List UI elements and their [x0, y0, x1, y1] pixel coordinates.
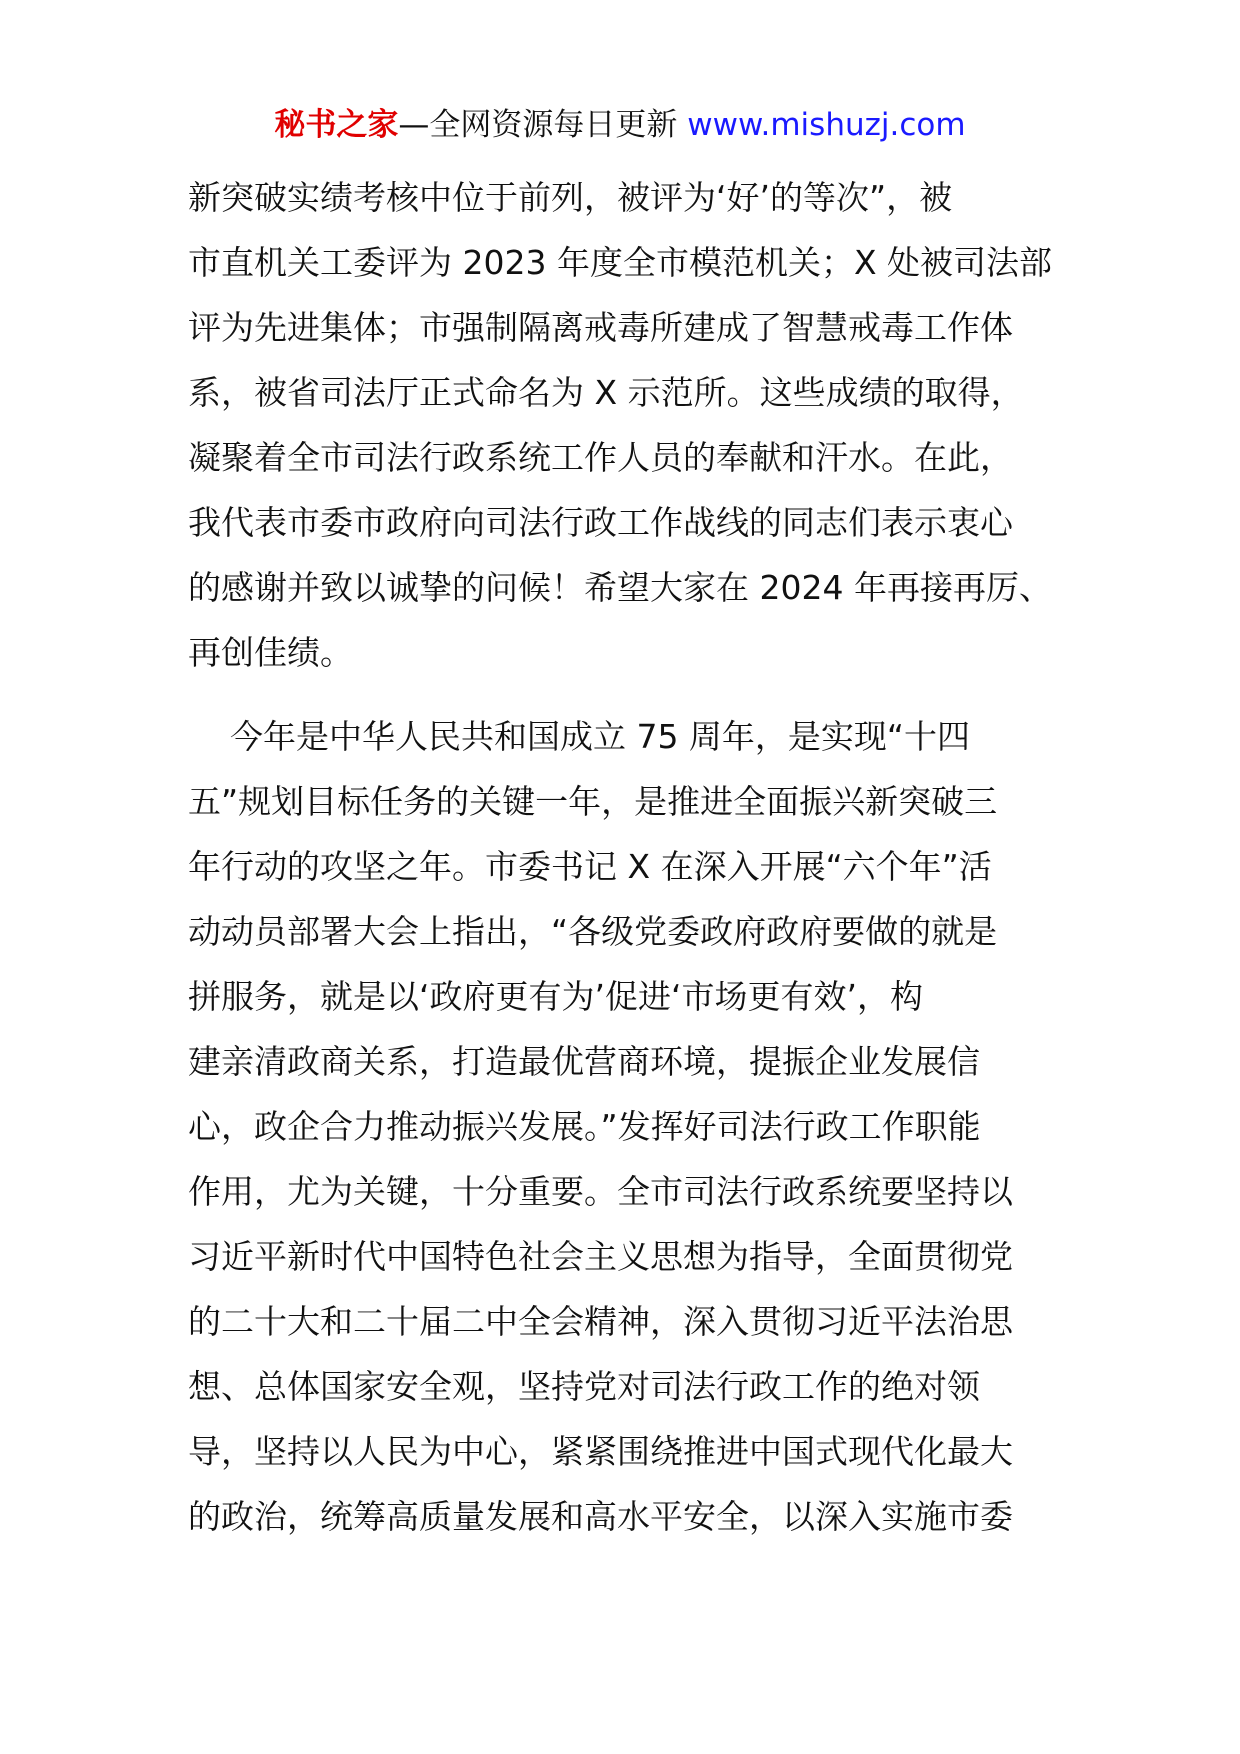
header-url-link[interactable]: www.mishuzj.com	[687, 107, 966, 143]
text-line: 系，被省司法厅正式命名为 X 示范所。这些成绩的取得，	[188, 373, 1024, 412]
text-line: 的二十大和二十届二中全会精神，深入贯彻习近平法治思	[188, 1302, 1013, 1341]
text-line: 年行动的攻坚之年。市委书记 X 在深入开展“六个年”活	[188, 847, 992, 886]
text-line: 评为先进集体；市强制隔离戒毒所建成了智慧戒毒工作体	[188, 308, 1013, 347]
text-line: 动动员部署大会上指出，“各级党委政府政府要做的就是	[188, 912, 998, 951]
text-line: 导，坚持以人民为中心，紧紧围绕推进中国式现代化最大	[188, 1432, 1013, 1471]
text-line: 今年是中华人民共和国成立 75 周年，是实现“十四	[188, 717, 971, 756]
text-line: 的政治，统筹高质量发展和高水平安全，以深入实施市委	[188, 1497, 1013, 1536]
text-line: 的感谢并致以诚挚的问候！希望大家在 2024 年再接再厉、	[188, 568, 1052, 607]
paragraph-1	[188, 165, 1058, 685]
page-header	[0, 100, 1240, 150]
text-line: 市直机关工委评为 2023 年度全市模范机关；X 处被司法部	[188, 243, 1053, 282]
document-body	[188, 165, 1058, 1549]
text-line: 五”规划目标任务的关键一年，是推进全面振兴新突破三	[188, 782, 998, 821]
header-brand: 秘书之家	[274, 107, 399, 143]
text-line: 建亲清政商关系，打造最优营商环境，提振企业发展信	[188, 1042, 980, 1081]
paragraph-spacer	[188, 685, 1058, 704]
text-line: 凝聚着全市司法行政系统工作人员的奉献和汗水。在此，	[188, 438, 1013, 477]
header-slogan: —全网资源每日更新	[398, 107, 688, 143]
text-line: 心，政企合力推动振兴发展。”发挥好司法行政工作职能	[188, 1107, 981, 1146]
paragraph-2	[188, 704, 1058, 1549]
text-line: 作用，尤为关键，十分重要。全市司法行政系统要坚持以	[188, 1172, 1013, 1211]
text-line: 习近平新时代中国特色社会主义思想为指导，全面贯彻党	[188, 1237, 1013, 1276]
text-line: 再创佳绩。	[188, 633, 353, 672]
text-line: 新突破实绩考核中位于前列，被评为‘好’的等次”，被	[188, 178, 953, 217]
text-line: 拼服务，就是以‘政府更有为’促进‘市场更有效’，构	[188, 977, 923, 1016]
text-line: 想、总体国家安全观，坚持党对司法行政工作的绝对领	[188, 1367, 980, 1406]
text-line: 我代表市委市政府向司法行政工作战线的同志们表示衷心	[188, 503, 1013, 542]
